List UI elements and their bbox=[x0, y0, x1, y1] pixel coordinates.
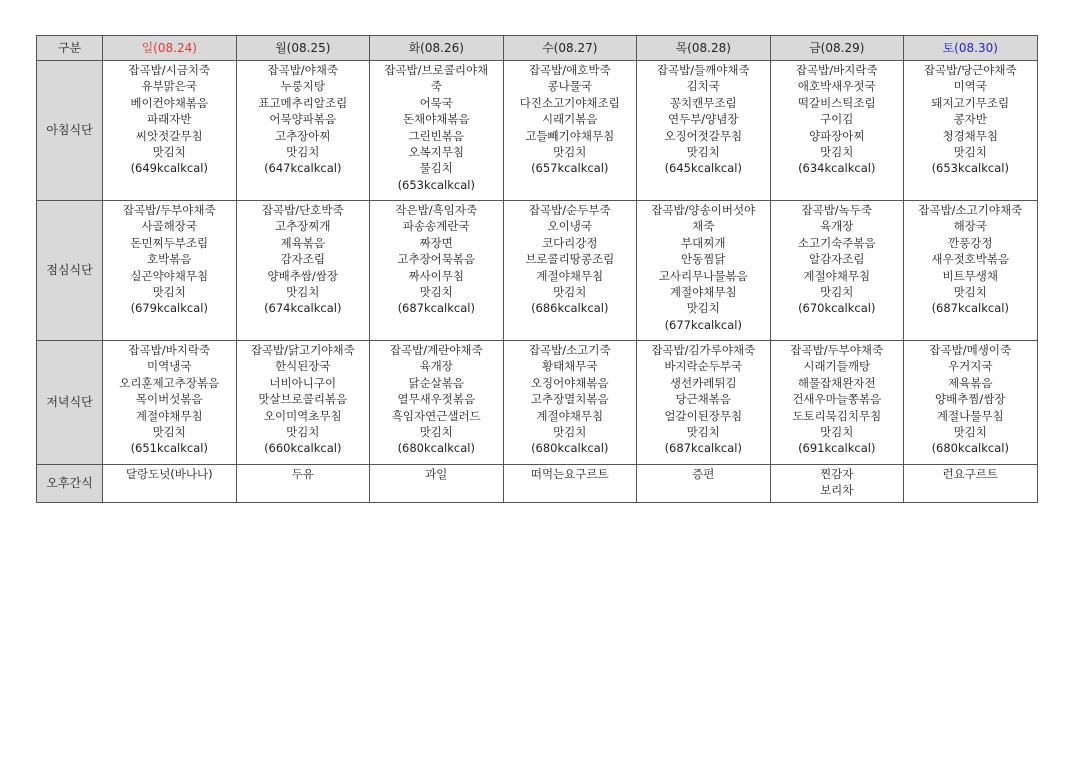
menu-item: 알감자조림 bbox=[808, 252, 865, 267]
menu-item: (653kcalkcal) bbox=[931, 161, 1009, 176]
menu-item: 잡곡밥/당근야채죽 bbox=[923, 63, 1017, 77]
menu-item: 물김치 bbox=[419, 161, 453, 176]
menu-item: (645kcalkcal) bbox=[664, 161, 742, 176]
menu-item: 고사리무나물볶음 bbox=[658, 268, 748, 283]
header-day-friday: 금(08.29) bbox=[770, 36, 904, 61]
menu-item: 미역냉국 bbox=[147, 359, 192, 374]
menu-item: (687kcalkcal) bbox=[664, 441, 742, 456]
menu-item: 그린빈볶음 bbox=[408, 128, 465, 143]
menu-item: 씨앗젓갈무침 bbox=[135, 128, 203, 143]
menu-item: 비트무생채 bbox=[942, 268, 999, 283]
menu-item: (657kcalkcal) bbox=[531, 161, 609, 176]
menu-item: 맛김치 bbox=[553, 285, 587, 300]
menu-item: 보리차 bbox=[820, 483, 854, 498]
header-day-saturday: 토(08.30) bbox=[904, 36, 1038, 61]
menu-item: 바지락순두부국 bbox=[664, 359, 743, 374]
menu-item: 고들빼기야채무침 bbox=[525, 128, 615, 143]
menu-item: 잡곡밥/시금치죽 bbox=[128, 63, 211, 77]
menu-item: 잡곡밥/소고기야채죽 bbox=[918, 203, 1023, 217]
menu-cell-sunday bbox=[103, 341, 237, 465]
menu-item: 안동찜닭 bbox=[681, 252, 726, 267]
menu-item: 어묵양파볶음 bbox=[269, 112, 337, 127]
menu-item: 런요구르트 bbox=[942, 467, 999, 481]
menu-item: 잡곡밥/단호박죽 bbox=[261, 203, 344, 217]
meal-row-snack bbox=[37, 465, 1038, 503]
meal-row-dinner bbox=[37, 341, 1038, 465]
menu-item: 시래기들깨탕 bbox=[803, 359, 871, 374]
menu-item: 계절나물무침 bbox=[936, 408, 1004, 423]
menu-item: 호박볶음 bbox=[147, 252, 192, 267]
menu-item: 오리훈제고추장볶음 bbox=[119, 375, 220, 390]
menu-item: 계절야채무침 bbox=[536, 408, 604, 423]
menu-item: 떠먹는요구르트 bbox=[530, 467, 609, 481]
menu-item: 파송송계란국 bbox=[402, 219, 470, 234]
header-day-thursday: 목(08.28) bbox=[637, 36, 771, 61]
menu-item: 맛김치 bbox=[152, 145, 186, 160]
menu-item: 돈민찌두부조림 bbox=[130, 235, 209, 250]
meal-category-label: 오후간식 bbox=[37, 465, 103, 503]
menu-item: 맛김치 bbox=[953, 145, 987, 160]
menu-item: 얼갈이된장무침 bbox=[664, 408, 743, 423]
menu-item: (674kcalkcal) bbox=[264, 301, 342, 316]
menu-item: (691kcalkcal) bbox=[798, 441, 876, 456]
menu-cell-sunday bbox=[103, 201, 237, 341]
menu-cell-tuesday bbox=[370, 201, 504, 341]
menu-item: 고추장어묵볶음 bbox=[397, 252, 476, 267]
menu-item: 짜사이무침 bbox=[408, 268, 465, 283]
menu-item: 잡곡밥/녹두죽 bbox=[801, 203, 873, 217]
menu-item: 찐감자 bbox=[820, 467, 854, 481]
menu-item: 맛김치 bbox=[286, 285, 320, 300]
menu-item: 잡곡밥/양송이버섯야 bbox=[651, 203, 756, 217]
menu-item: 해물잡채완자전 bbox=[797, 375, 876, 390]
menu-item: 잡곡밥/두부야채죽 bbox=[122, 203, 216, 217]
menu-item: 육개장 bbox=[419, 359, 453, 374]
menu-item: 잡곡밥/애호박죽 bbox=[528, 63, 611, 77]
menu-item: 채죽 bbox=[692, 219, 715, 234]
menu-item: 콩자반 bbox=[953, 112, 987, 127]
menu-item: 맛김치 bbox=[286, 145, 320, 160]
menu-item: (679kcalkcal) bbox=[130, 301, 208, 316]
menu-cell-saturday bbox=[904, 465, 1038, 503]
menu-item: (634kcalkcal) bbox=[798, 161, 876, 176]
menu-cell-tuesday bbox=[370, 341, 504, 465]
menu-item: 맛김치 bbox=[686, 301, 720, 316]
menu-item: 우거지국 bbox=[948, 359, 993, 374]
header-day-wednesday: 수(08.27) bbox=[503, 36, 637, 61]
menu-item: 오이미역초무침 bbox=[263, 408, 342, 423]
menu-cell-wednesday bbox=[503, 465, 637, 503]
meal-row-breakfast bbox=[37, 61, 1038, 201]
menu-item: (653kcalkcal) bbox=[397, 177, 475, 192]
menu-item: 증편 bbox=[692, 467, 715, 481]
menu-item: 두유 bbox=[291, 467, 314, 481]
menu-item: 도토리묵김치무침 bbox=[792, 408, 882, 423]
weekly-meal-table bbox=[36, 35, 1038, 503]
menu-item: 김치국 bbox=[686, 79, 720, 94]
menu-item: 해장국 bbox=[953, 219, 987, 234]
menu-item: 잡곡밥/순두부죽 bbox=[528, 203, 611, 217]
menu-item: 부대찌개 bbox=[681, 235, 726, 250]
menu-item: 잡곡밥/소고기죽 bbox=[528, 343, 611, 357]
menu-item: 어묵국 bbox=[419, 95, 453, 110]
menu-cell-sunday bbox=[103, 465, 237, 503]
menu-item: 시래기볶음 bbox=[541, 112, 598, 127]
menu-item: 양파장아찌 bbox=[808, 128, 865, 143]
menu-item: 제육볶음 bbox=[948, 375, 993, 390]
menu-item: 잡곡밥/계란야채죽 bbox=[389, 343, 483, 357]
menu-item: 너비아니구이 bbox=[269, 375, 337, 390]
menu-item: 브로콜리땅콩조림 bbox=[525, 252, 615, 267]
menu-item: (687kcalkcal) bbox=[931, 301, 1009, 316]
menu-item: 맛김치 bbox=[820, 425, 854, 440]
menu-item: 청경채무침 bbox=[942, 128, 999, 143]
header-row bbox=[37, 36, 1038, 61]
menu-item: 꽁치캔무조림 bbox=[669, 95, 737, 110]
menu-item: 잡곡밥/바지락죽 bbox=[795, 63, 878, 77]
menu-cell-saturday bbox=[904, 201, 1038, 341]
menu-item: 실곤약야채무침 bbox=[130, 268, 209, 283]
menu-cell-thursday bbox=[637, 201, 771, 341]
menu-item: 황태채무국 bbox=[541, 359, 598, 374]
menu-item: 맛김치 bbox=[820, 145, 854, 160]
menu-item: 고추장멸치볶음 bbox=[530, 392, 609, 407]
menu-item: 맛김치 bbox=[152, 425, 186, 440]
menu-cell-wednesday bbox=[503, 201, 637, 341]
menu-item: 고추장찌개 bbox=[274, 219, 331, 234]
menu-item: 맛김치 bbox=[686, 145, 720, 160]
menu-item: 소고기숙주볶음 bbox=[797, 235, 876, 250]
menu-item: 제육볶음 bbox=[280, 235, 325, 250]
menu-item: 맛김치 bbox=[820, 285, 854, 300]
menu-item: 구이김 bbox=[820, 112, 854, 127]
menu-item: 감자조림 bbox=[280, 252, 325, 267]
menu-item: 잡곡밥/김가루야채죽 bbox=[651, 343, 756, 357]
header-day-monday: 월(08.25) bbox=[236, 36, 370, 61]
meal-category-label: 아침식단 bbox=[37, 61, 103, 201]
menu-item: 오징어야채볶음 bbox=[530, 375, 609, 390]
menu-cell-friday bbox=[770, 341, 904, 465]
header-day-sunday: 일(08.24) bbox=[103, 36, 237, 61]
menu-item: 깐풍강정 bbox=[948, 235, 993, 250]
menu-item: 계절야채무침 bbox=[803, 268, 871, 283]
menu-item: (680kcalkcal) bbox=[397, 441, 475, 456]
menu-item: (680kcalkcal) bbox=[931, 441, 1009, 456]
menu-item: 연두부/양념장 bbox=[667, 112, 739, 127]
menu-item: 건새우마늘쫑볶음 bbox=[792, 392, 882, 407]
menu-item: 과일 bbox=[425, 467, 448, 481]
menu-cell-sunday bbox=[103, 61, 237, 201]
menu-item: 한식된장국 bbox=[274, 359, 331, 374]
menu-item: 유부맑은국 bbox=[141, 79, 198, 94]
menu-cell-thursday bbox=[637, 61, 771, 201]
menu-cell-saturday bbox=[904, 61, 1038, 201]
menu-item: 돼지고기무조림 bbox=[931, 95, 1010, 110]
menu-item: 맛김치 bbox=[553, 425, 587, 440]
menu-item: 달랑도넛(바나나) bbox=[125, 467, 213, 481]
menu-item: (649kcalkcal) bbox=[130, 161, 208, 176]
menu-item: 잡곡밥/메생이죽 bbox=[929, 343, 1012, 357]
menu-item: 잡곡밥/두부야채죽 bbox=[790, 343, 884, 357]
menu-cell-thursday bbox=[637, 341, 771, 465]
menu-item: 잡곡밥/바지락죽 bbox=[128, 343, 211, 357]
menu-item: 떡갈비스틱조림 bbox=[797, 95, 876, 110]
menu-cell-friday bbox=[770, 201, 904, 341]
menu-item: 맛김치 bbox=[953, 425, 987, 440]
menu-item: 애호박새우젓국 bbox=[797, 79, 876, 94]
menu-cell-monday bbox=[236, 61, 370, 201]
menu-item: 다진소고기야채조림 bbox=[519, 95, 620, 110]
menu-item: 맛살브로콜리볶음 bbox=[258, 392, 348, 407]
menu-item: 흑임자연근샐러드 bbox=[391, 408, 481, 423]
menu-item: 목이버섯볶음 bbox=[135, 392, 203, 407]
menu-item: 사골해장국 bbox=[141, 219, 198, 234]
menu-item: (680kcalkcal) bbox=[531, 441, 609, 456]
menu-item: 죽 bbox=[430, 79, 442, 94]
menu-item: 계절야채무침 bbox=[536, 268, 604, 283]
menu-item: 양배추쌈/쌈장 bbox=[267, 268, 339, 283]
menu-item: (647kcalkcal) bbox=[264, 161, 342, 176]
menu-item: (670kcalkcal) bbox=[798, 301, 876, 316]
menu-item: 맛김치 bbox=[286, 425, 320, 440]
menu-item: 작은밥/흑임자죽 bbox=[395, 203, 478, 217]
menu-item: (660kcalkcal) bbox=[264, 441, 342, 456]
menu-item: 파래자반 bbox=[147, 112, 192, 127]
meal-category-label: 저녁식단 bbox=[37, 341, 103, 465]
menu-item: 누룽지탕 bbox=[280, 79, 325, 94]
meal-row-lunch bbox=[37, 201, 1038, 341]
menu-cell-wednesday bbox=[503, 341, 637, 465]
menu-item: 콩나물국 bbox=[547, 79, 592, 94]
menu-item: (687kcalkcal) bbox=[397, 301, 475, 316]
menu-item: 표고메추리알조림 bbox=[258, 95, 348, 110]
menu-item: 맛김치 bbox=[953, 285, 987, 300]
menu-item: 닭순살볶음 bbox=[408, 375, 465, 390]
menu-cell-thursday bbox=[637, 465, 771, 503]
menu-item: 계절야채무침 bbox=[135, 408, 203, 423]
menu-cell-monday bbox=[236, 465, 370, 503]
menu-cell-tuesday bbox=[370, 465, 504, 503]
menu-item: 맛김치 bbox=[152, 285, 186, 300]
menu-cell-monday bbox=[236, 201, 370, 341]
menu-item: 계절야채무침 bbox=[669, 285, 737, 300]
menu-item: 베이컨야채볶음 bbox=[130, 95, 209, 110]
menu-item: 잡곡밥/브로콜리야채 bbox=[384, 63, 489, 77]
menu-item: 맛김치 bbox=[553, 145, 587, 160]
menu-item: 잡곡밥/닭고기야채죽 bbox=[250, 343, 355, 357]
menu-item: 당근채볶음 bbox=[675, 392, 732, 407]
menu-item: 양배추찜/쌈장 bbox=[934, 392, 1006, 407]
menu-item: 육개장 bbox=[820, 219, 854, 234]
menu-cell-friday bbox=[770, 61, 904, 201]
menu-item: 고추장아찌 bbox=[274, 128, 331, 143]
meal-category-label: 점심식단 bbox=[37, 201, 103, 341]
menu-item: (677kcalkcal) bbox=[664, 317, 742, 332]
menu-item: 맛김치 bbox=[686, 425, 720, 440]
header-category-label: 구분 bbox=[37, 36, 103, 61]
menu-cell-friday bbox=[770, 465, 904, 503]
header-day-tuesday: 화(08.26) bbox=[370, 36, 504, 61]
menu-item: (651kcalkcal) bbox=[130, 441, 208, 456]
menu-cell-wednesday bbox=[503, 61, 637, 201]
menu-item: 생선카레튀김 bbox=[669, 375, 737, 390]
menu-item: 오복지무침 bbox=[408, 145, 465, 160]
menu-item: 잡곡밥/들깨야채죽 bbox=[656, 63, 750, 77]
menu-item: 코다리강정 bbox=[541, 235, 598, 250]
menu-item: 열무새우젓볶음 bbox=[397, 392, 476, 407]
menu-item: 잡곡밥/야채죽 bbox=[267, 63, 339, 77]
menu-item: 맛김치 bbox=[419, 285, 453, 300]
menu-item: 새우젓호박볶음 bbox=[931, 252, 1010, 267]
menu-item: 미역국 bbox=[953, 79, 987, 94]
menu-item: 맛김치 bbox=[419, 425, 453, 440]
menu-cell-saturday bbox=[904, 341, 1038, 465]
menu-cell-monday bbox=[236, 341, 370, 465]
menu-item: 오이냉국 bbox=[547, 219, 592, 234]
menu-item: (686kcalkcal) bbox=[531, 301, 609, 316]
menu-item: 짜장면 bbox=[419, 235, 453, 250]
menu-cell-tuesday bbox=[370, 61, 504, 201]
menu-item: 돈채야채볶음 bbox=[402, 112, 470, 127]
menu-item: 오징어젓갈무침 bbox=[664, 128, 743, 143]
